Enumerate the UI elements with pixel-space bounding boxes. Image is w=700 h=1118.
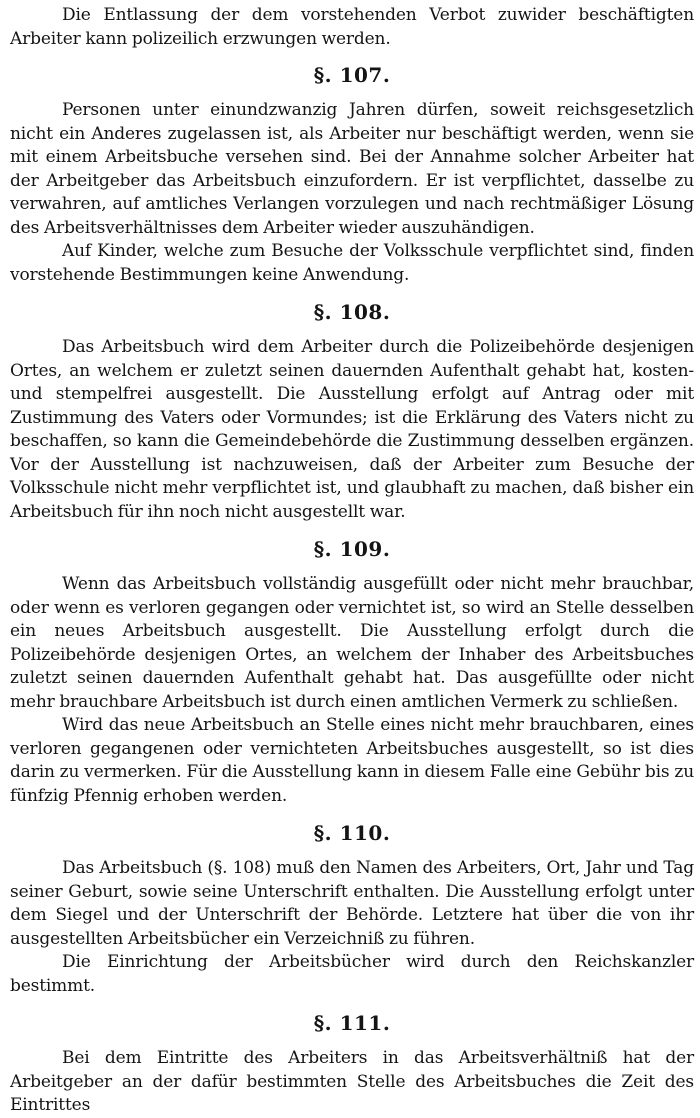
paragraph-109-1: Wenn das Arbeitsbuch vollständig ausgefüllt oder nicht mehr brauchbar, oder wenn es verloren gegangen oder vernichtet ist, so wird an Stelle desselben ein neues Arbeitsbuch ausgestellt. Die Ausstellung erfolgt durch die Polizeibehörde desjenigen Ortes, an welchem der Inhaber des Arbeitsbuches zuletzt seinen dauernden Aufenthalt gehabt hat. Das ausgefüllte oder nicht mehr brauchbare Arbeitsbuch ist durch einen amtlichen Vermerk zu schließen. (10, 574, 694, 712)
section-heading-111: §. 111. (313, 1011, 391, 1035)
paragraph-108-1: Das Arbeitsbuch wird dem Arbeiter durch die Polizeibehörde desjenigen Ortes, an welchem er zuletzt seinen dauernden Aufenthalt gehabt hat, kosten- und stempelfrei ausgestellt. Die Ausstellung erfolgt auf Antrag oder mit Zustimmung des Vaters oder Vormundes; ist die Erklärung des Vaters nicht zu beschaffen, so kann die Gemeindebehörde die Zustimmung desselben ergänzen. Vor der Ausstellung ist nachzuweisen, daß der Arbeiter zum Besuche der Volksschule nicht mehr verpflichtet ist, und glaubhaft zu machen, daß bisher ein Arbeitsbuch für ihn noch nicht ausgestellt war. (10, 337, 694, 522)
paragraph-107-2: Auf Kinder, welche zum Besuche der Volksschule verpflichtet sind, finden vorstehende Bestimmungen keine Anwendung. (10, 241, 694, 285)
paragraph-111-1: Bei dem Eintritte des Arbeiters in das Arbeitsverhältniß hat der Arbeitgeber an der dafür bestimmten Stelle des Arbeitsbuches die Zeit des Eintrittes (10, 1048, 694, 1115)
section-heading-108: §. 108. (313, 300, 391, 324)
section-heading-109: §. 109. (313, 537, 391, 561)
paragraph-109-2: Wird das neue Arbeitsbuch an Stelle eines nicht mehr brauchbaren, eines verloren gegangenen oder vernichteten Arbeitsbuches ausgestellt, so ist dies darin zu vermerken. Für die Ausstellung kann in diesem Falle eine Gebühr bis zu fünfzig Pfennig erhoben werden. (10, 715, 694, 806)
paragraph-110-2: Die Einrichtung der Arbeitsbücher wird durch den Reichskanzler bestimmt. (10, 952, 694, 996)
paragraph-110-1: Das Arbeitsbuch (§. 108) muß den Namen des Arbeiters, Ort, Jahr und Tag seiner Geburt, sowie seine Unterschrift enthalten. Die Ausstellung erfolgt unter dem Siegel und der Unterschrift der Behörde. Letztere hat über die von ihr ausgestellten Arbeitsbücher ein Verzeichniß zu führen. (10, 858, 694, 949)
section-heading-107: §. 107. (313, 63, 391, 87)
paragraph-dismissal: Die Entlassung der dem vorstehenden Verbot zuwider beschäftigten Arbeiter kann polizeilich erzwungen werden. (10, 5, 694, 49)
paragraph-107-1: Personen unter einundzwanzig Jahren dürfen, soweit reichsgesetzlich nicht ein Anderes zugelassen ist, als Arbeiter nur beschäftigt werden, wenn sie mit einem Arbeitsbuche versehen sind. Bei der Annahme solcher Arbeiter hat der Arbeitgeber das Arbeitsbuch einzufordern. Er ist verpflichtet, dasselbe zu verwahren, auf amtliches Verlangen vorzulegen und nach rechtmäßiger Lösung des Arbeitsverhältnisses dem Arbeiter wieder auszuhändigen. (10, 100, 694, 238)
section-heading-110: §. 110. (313, 821, 391, 845)
